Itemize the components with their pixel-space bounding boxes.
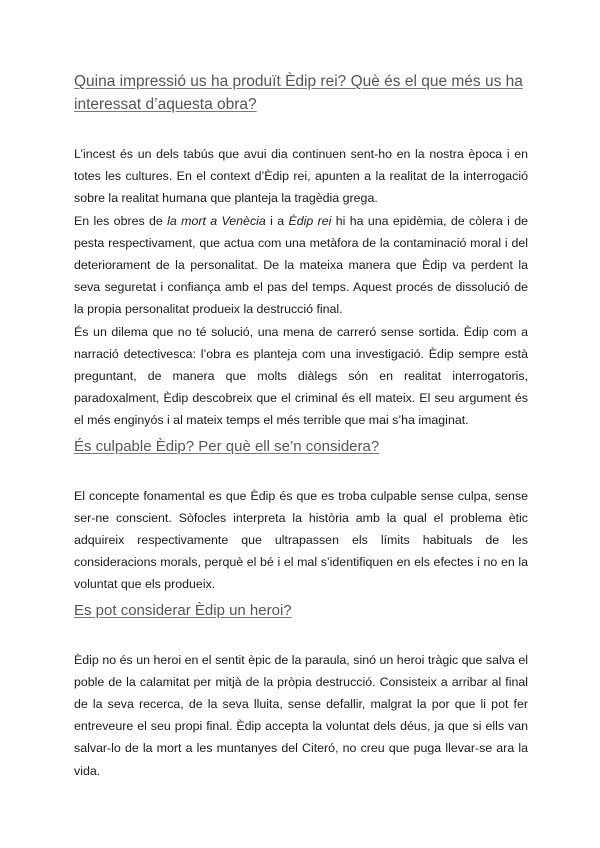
title-edip-rei: Èdip rei — [288, 213, 332, 228]
document-body — [74, 70, 528, 782]
section-heading-hero: Es pot considerar Èdip un heroi? — [74, 601, 292, 619]
paragraph-epidemic-rest: hi ha una epidèmia, de còlera i de pesta respectivament, que actua com una metàfora de la contaminació moral i del deteriorament de la personalitat. De la mateixa manera que Èdip va perdent la seva seguretat i confiança amb el pas del temps. Aquest procés de dissolució de la propia personalitat produeix la destrucció final. — [74, 213, 528, 317]
paragraph-hero: Èdip no és un heroi en el sentit èpic de la paraula, sinó un heroi tràgic que salva el poble de la calamitat per mitjà de la pròpia destrucció. Consisteix a arribar al final de la seva recerca, de la seva lluita, sense defallir, malgrat la por que li pot fer entreveure el seu propi final. Èdip accepta la voluntat dels déus, ja que si ells van salvar-lo de la mort a les muntanyes del Citeró, no creu que puga llevar-se ara la vida. — [74, 652, 528, 778]
section-heading-impression: Quina impressió us ha produït Èdip rei? Què és el que més us ha interessat d’aquesta obra? — [74, 73, 523, 113]
paragraph-guilt: El concepte fonamental es que Èdip és que es troba culpable sense culpa, sense ser-ne conscient. Sòfocles interpreta la història amb la qual el problema ètic adquireix respectivamente que ultrapassen els límits habituals de les consideracions morals, perquè el bé i el mal s’identifiquen en els efectes i no en la voluntat que els produeix. — [74, 488, 528, 592]
paragraph-dilemma: És un dilema que no té solució, una mena de carreró sense sortida. Èdip com a narració detectivesca: l’obra es planteja com una investigació. Èdip sempre està preguntant, de manera que molts diàlegs són en realitat interrogatoris, paradoxalment, Èdip descobreix que el criminal és ell mateix. El seu argument és el més enginyós i al mateix temps el més terrible que mai s’ha imaginat. — [74, 324, 528, 428]
paragraph-incest: L’incest és un dels tabús que avui dia continuen sent-ho en la nostra època i en totes les cultures. En el context d’Èdip rei, apunten a la realitat de la interrogació sobre la realitat humana que planteja la tragèdia grega. — [74, 147, 528, 206]
paragraph-epidemic-start: En les obres de — [74, 213, 168, 228]
paragraph-epidemic-conjunction: i a — [265, 213, 289, 228]
section-heading-guilt: És culpable Èdip? Per què ell se’n considera? — [74, 437, 380, 455]
title-la-mort-a-venecia: la mort a Venècia — [167, 213, 266, 228]
paragraph-epidemic — [74, 210, 528, 321]
